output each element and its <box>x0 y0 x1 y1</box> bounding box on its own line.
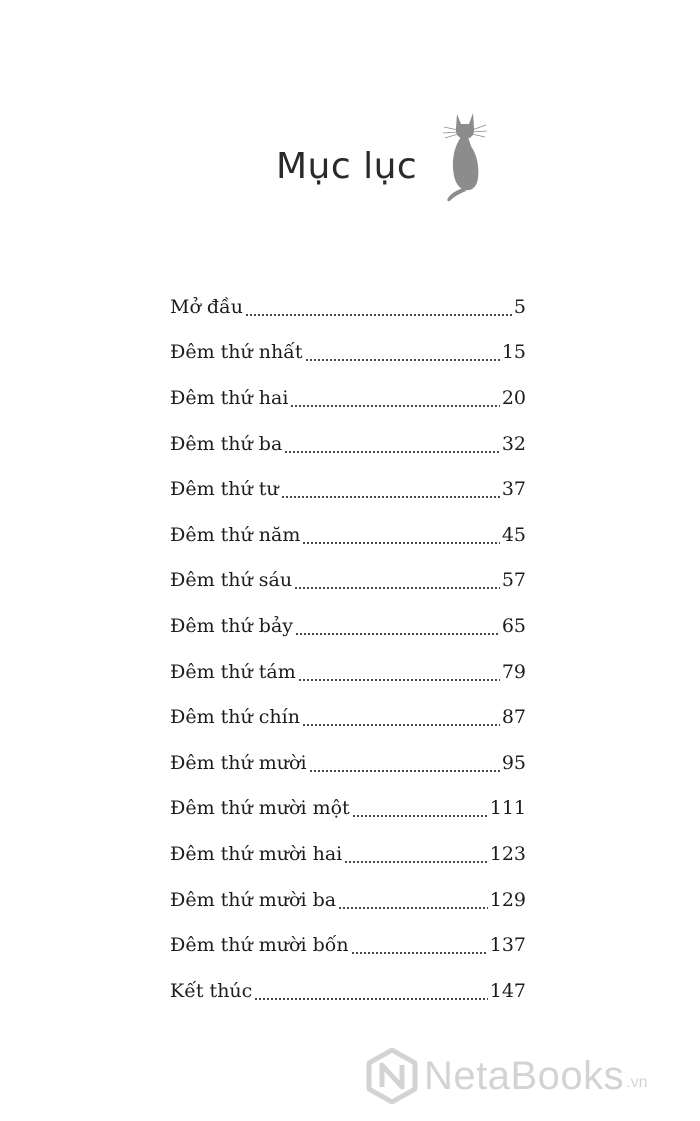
toc-entry-title: Đêm thứ mười <box>170 751 307 774</box>
dot-leader <box>305 359 500 361</box>
dot-leader <box>245 314 512 316</box>
toc-entry-page: 137 <box>489 934 526 957</box>
toc-entry[interactable] <box>170 877 526 923</box>
toc-entry[interactable] <box>170 786 526 832</box>
dot-leader <box>302 542 499 544</box>
watermark <box>366 1046 648 1106</box>
toc-entry[interactable] <box>170 968 526 1014</box>
table-of-contents <box>170 284 526 1014</box>
toc-entry[interactable] <box>170 558 526 604</box>
toc-entry[interactable] <box>170 512 526 558</box>
watermark-brand: NetaBooks <box>424 1053 625 1098</box>
toc-entry[interactable] <box>170 740 526 786</box>
toc-entry-page: 123 <box>489 842 526 865</box>
toc-entry-page: 5 <box>513 295 526 318</box>
dot-leader <box>351 952 488 954</box>
toc-entry-page: 111 <box>489 797 526 820</box>
watermark-suffix: .vn <box>626 1074 648 1091</box>
toc-entry-page: 20 <box>501 386 526 409</box>
toc-entry-page: 79 <box>501 660 526 683</box>
dot-leader <box>290 405 499 407</box>
toc-entry-title: Đêm thứ mười một <box>170 797 350 820</box>
toc-entry-page: 45 <box>501 523 526 546</box>
toc-entry-page: 37 <box>501 478 526 501</box>
toc-entry[interactable] <box>170 466 526 512</box>
toc-entry-title: Đêm thứ năm <box>170 523 301 546</box>
toc-entry-page: 87 <box>501 706 526 729</box>
dot-leader <box>302 724 500 726</box>
toc-entry[interactable] <box>170 284 526 330</box>
toc-entry[interactable] <box>170 330 526 376</box>
netabooks-logo-icon <box>366 1047 418 1105</box>
toc-entry[interactable] <box>170 694 526 740</box>
toc-entry-page: 147 <box>489 979 526 1002</box>
toc-entry-title: Kết thúc <box>170 979 253 1002</box>
dot-leader <box>298 679 500 681</box>
page-title: Mục lục <box>276 146 418 187</box>
toc-entry-title: Đêm thứ nhất <box>170 341 303 364</box>
toc-entry-title: Đêm thứ tám <box>170 660 296 683</box>
toc-entry-title: Đêm thứ mười hai <box>170 842 343 865</box>
toc-entry-title: Đêm thứ sáu <box>170 569 293 592</box>
toc-entry-title: Đêm thứ mười ba <box>170 888 337 911</box>
toc-entry-page: 129 <box>489 888 526 911</box>
toc-entry-title: Đêm thứ chín <box>170 706 300 729</box>
toc-entry[interactable] <box>170 649 526 695</box>
toc-entry[interactable] <box>170 922 526 968</box>
dot-leader <box>338 907 488 909</box>
dot-leader <box>281 496 500 498</box>
dot-leader <box>254 998 487 1000</box>
dot-leader <box>295 633 500 635</box>
toc-entry-title: Đêm thứ tư <box>170 478 279 501</box>
cat-silhouette-icon <box>440 108 490 204</box>
dot-leader <box>344 861 488 863</box>
toc-entry[interactable] <box>170 603 526 649</box>
toc-entry[interactable] <box>170 375 526 421</box>
toc-entry[interactable] <box>170 831 526 877</box>
toc-entry-title: Đêm thứ mười bốn <box>170 934 349 957</box>
dot-leader <box>352 815 488 817</box>
dot-leader <box>309 770 500 772</box>
toc-entry-title: Đêm thứ ba <box>170 432 283 455</box>
toc-entry-page: 95 <box>501 751 526 774</box>
toc-entry[interactable] <box>170 421 526 467</box>
toc-entry-title: Mở đầu <box>170 295 243 318</box>
dot-leader <box>294 587 500 589</box>
toc-entry-page: 57 <box>501 569 526 592</box>
toc-entry-title: Đêm thứ hai <box>170 386 289 409</box>
toc-entry-page: 32 <box>501 432 526 455</box>
toc-entry-page: 15 <box>501 341 526 364</box>
toc-entry-page: 65 <box>501 614 526 637</box>
toc-entry-title: Đêm thứ bảy <box>170 614 294 637</box>
dot-leader <box>284 451 500 453</box>
